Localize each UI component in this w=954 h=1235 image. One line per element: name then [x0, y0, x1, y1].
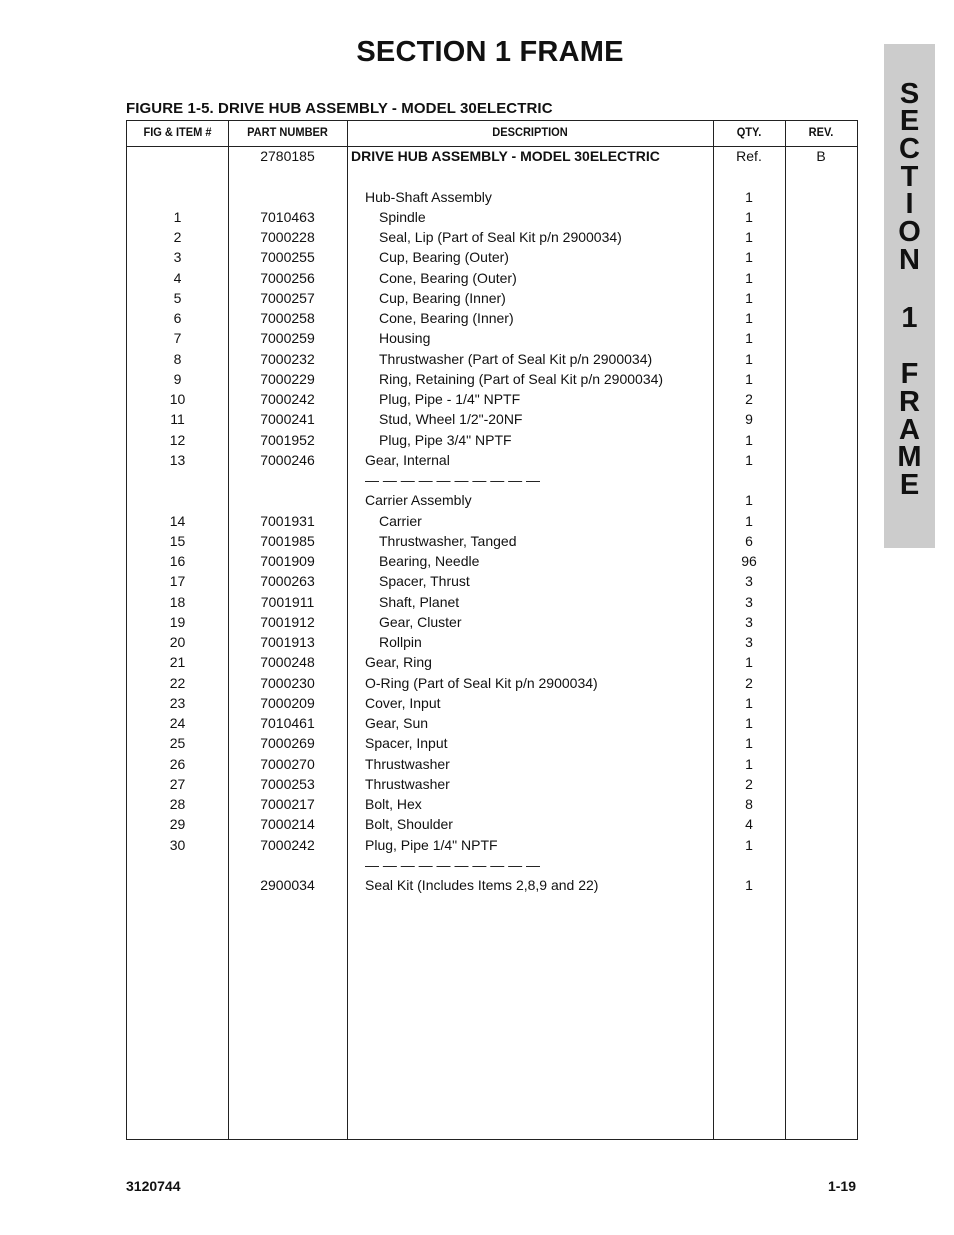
part-number-cell: 7001913 [260, 634, 315, 650]
header-part-number: PART NUMBER [247, 125, 328, 139]
description-cell: Bolt, Shoulder [365, 816, 453, 833]
page-number: 1-19 [827, 1178, 856, 1194]
part-number-cell: 7000242 [260, 391, 315, 407]
part-number-cell: 7001912 [260, 613, 315, 630]
qty-cell: 1 [745, 431, 753, 448]
fig-item-cell: 4 [173, 269, 182, 286]
table-row [127, 715, 857, 735]
qty-cell: 1 [745, 188, 753, 205]
description-cell: Seal, Lip (Part of Seal Kit p/n 2900034) [379, 229, 622, 245]
fig-item-cell: 23 [169, 694, 186, 711]
fig-item-cell: 3 [173, 249, 182, 266]
side-tab-letter: A [899, 414, 920, 446]
qty-cell: 96 [741, 553, 757, 569]
table-row [127, 189, 857, 209]
description-cell: Plug, Pipe 3/4" NPTF [379, 431, 512, 448]
fig-item-cell: 10 [169, 391, 186, 407]
description-cell: Cup, Bearing (Inner) [379, 289, 506, 306]
qty-cell: 1 [745, 269, 753, 286]
description-cell: Spacer, Input [365, 735, 448, 752]
qty-cell: 1 [745, 694, 753, 711]
description-cell: Housing [379, 330, 431, 347]
side-tab-letter: O [898, 216, 921, 248]
table-row [127, 594, 857, 614]
header-qty: QTY. [736, 125, 762, 139]
qty-cell: 1 [745, 370, 753, 387]
parts-table [126, 120, 858, 1140]
table-row [127, 310, 857, 330]
fig-item-cell: 5 [173, 289, 182, 306]
description-cell: Cover, Input [365, 694, 441, 711]
fig-item-cell: 16 [169, 553, 186, 569]
part-number-cell: 7000232 [260, 350, 315, 367]
part-number-cell: 7000214 [260, 816, 315, 833]
description-cell: Ring, Retaining (Part of Seal Kit p/n 2900034) [379, 370, 664, 387]
side-tab-letter: T [900, 161, 919, 193]
qty-cell: 1 [745, 229, 753, 245]
qty-cell: 9 [745, 411, 753, 428]
description-cell: Seal Kit (Includes Items 2,8,9 and 22) [365, 877, 599, 893]
description-cell: — — — — — — — — — — [365, 856, 541, 873]
figure-title: FIGURE 1-5. DRIVE HUB ASSEMBLY - MODEL 30ELECTRIC [126, 100, 553, 117]
table-row [127, 249, 857, 269]
table-row [127, 513, 857, 533]
side-tab-letter: E [899, 469, 920, 501]
qty-cell: 3 [745, 613, 753, 630]
qty-cell: Ref. [736, 148, 762, 164]
description-cell: DRIVE HUB ASSEMBLY - MODEL 30ELECTRIC [351, 148, 660, 164]
table-row [127, 391, 857, 411]
section-title: SECTION 1 FRAME [356, 36, 624, 68]
header-fig-item: FIG & ITEM # [143, 125, 212, 139]
part-number-cell: 7000230 [260, 674, 315, 691]
description-cell: Gear, Internal [365, 451, 450, 468]
part-number-cell: 7010463 [260, 208, 315, 225]
qty-cell: 3 [745, 593, 753, 610]
qty-cell: 6 [745, 532, 753, 549]
table-row [127, 573, 857, 593]
fig-item-cell: 7 [173, 330, 182, 347]
description-cell: Thrustwasher (Part of Seal Kit p/n 2900034) [379, 350, 653, 367]
fig-item-cell: 30 [169, 836, 186, 853]
description-cell: Bolt, Hex [365, 796, 422, 812]
qty-cell: 1 [745, 735, 753, 752]
table-row [127, 472, 857, 492]
table-row [127, 654, 857, 674]
fig-item-cell: 9 [173, 370, 182, 387]
table-row [127, 553, 857, 573]
qty-cell: 1 [745, 350, 753, 367]
fig-item-cell: 11 [170, 411, 185, 428]
description-cell: Thrustwasher [365, 775, 450, 792]
side-tab-letter: F [900, 358, 919, 390]
fig-item-cell: 27 [169, 775, 186, 792]
part-number-cell: 7001911 [260, 593, 315, 610]
table-row [127, 756, 857, 776]
part-number-cell: 7000209 [260, 694, 315, 711]
fig-item-cell: 1 [173, 208, 182, 225]
description-cell: Plug, Pipe 1/4" NPTF [365, 836, 498, 853]
fig-item-cell: 19 [169, 613, 186, 630]
rev-cell: B [816, 148, 826, 164]
qty-cell: 1 [745, 512, 753, 529]
fig-item-cell: 8 [173, 350, 182, 367]
table-row [127, 452, 857, 472]
document-number: 3120744 [126, 1178, 181, 1194]
table-row [127, 371, 857, 391]
table-row [127, 330, 857, 350]
table-row [127, 877, 857, 897]
fig-item-cell: 25 [169, 735, 186, 752]
side-tab-letter: 1 [901, 302, 918, 334]
description-cell: Cone, Bearing (Outer) [379, 269, 517, 286]
part-number-cell: 7000257 [260, 289, 315, 306]
side-tab-letter: I [905, 188, 914, 220]
qty-cell: 1 [745, 715, 753, 731]
fig-item-cell: 20 [169, 634, 186, 650]
table-row [127, 290, 857, 310]
table-row [127, 837, 857, 857]
side-tab-letter: N [899, 244, 920, 276]
part-number-cell: 7000217 [260, 796, 315, 812]
description-cell: Hub-Shaft Assembly [365, 188, 492, 205]
table-row [127, 148, 857, 168]
side-tab-letter: R [899, 386, 920, 418]
table-row [127, 533, 857, 553]
qty-cell: 2 [745, 775, 753, 792]
qty-cell: 1 [745, 208, 753, 225]
section-side-tab [884, 44, 935, 548]
table-row [127, 634, 857, 654]
part-number-cell: 7000241 [260, 411, 315, 428]
description-cell: Shaft, Planet [379, 593, 460, 610]
description-cell: Spacer, Thrust [379, 573, 470, 590]
description-cell: Rollpin [379, 634, 422, 650]
table-row [127, 735, 857, 755]
part-number-cell: 7000253 [260, 775, 315, 792]
part-number-cell: 7000248 [260, 654, 315, 671]
table-row [127, 168, 857, 188]
part-number-cell: 7001909 [260, 553, 315, 569]
description-cell: Gear, Cluster [379, 613, 462, 630]
qty-cell: 1 [745, 451, 753, 468]
fig-item-cell: 29 [169, 816, 186, 833]
qty-cell: 3 [745, 634, 753, 650]
qty-cell: 3 [745, 573, 753, 590]
part-number-cell: 7001931 [260, 512, 315, 529]
table-row [127, 695, 857, 715]
fig-item-cell: 22 [169, 674, 186, 691]
qty-cell: 1 [745, 289, 753, 306]
qty-cell: 1 [745, 755, 753, 772]
part-number-cell: 2900034 [260, 877, 315, 893]
part-number-cell: 7000270 [260, 755, 315, 772]
description-cell: Plug, Pipe - 1/4" NPTF [379, 391, 521, 407]
part-number-cell: 2780185 [260, 148, 315, 164]
part-number-cell: 7000256 [260, 269, 315, 286]
description-cell: Cup, Bearing (Outer) [379, 249, 509, 266]
fig-item-cell: 28 [169, 796, 186, 812]
header-rev: REV. [808, 125, 834, 139]
description-cell: Cone, Bearing (Inner) [379, 310, 514, 326]
table-row [127, 614, 857, 634]
fig-item-cell: 18 [169, 593, 186, 610]
side-tab-letter: S [899, 78, 920, 110]
part-number-cell: 7000242 [260, 836, 315, 853]
fig-item-cell: 13 [169, 451, 186, 468]
fig-item-cell: 6 [173, 310, 182, 326]
part-number-cell: 7010461 [260, 715, 315, 731]
description-cell: Bearing, Needle [379, 553, 480, 569]
fig-item-cell: 12 [169, 431, 186, 448]
description-cell: Stud, Wheel 1/2"-20NF [379, 411, 523, 428]
side-tab-letter: C [899, 133, 920, 165]
description-cell: Carrier [379, 512, 422, 529]
table-row [127, 209, 857, 229]
table-row [127, 270, 857, 290]
table-row [127, 492, 857, 512]
qty-cell: 1 [745, 877, 753, 893]
qty-cell: 8 [745, 796, 753, 812]
fig-item-cell: 15 [169, 532, 186, 549]
fig-item-cell: 2 [173, 229, 182, 245]
part-number-cell: 7000259 [260, 330, 315, 347]
side-tab-letter: M [897, 441, 922, 473]
table-row [127, 857, 857, 877]
table-row [127, 675, 857, 695]
table-row [127, 351, 857, 371]
description-cell: Gear, Sun [365, 715, 429, 731]
part-number-cell: 7001952 [260, 431, 315, 448]
header-description: DESCRIPTION [492, 125, 568, 139]
qty-cell: 1 [745, 492, 753, 509]
header-divider [127, 146, 857, 147]
table-row [127, 411, 857, 431]
description-cell: — — — — — — — — — — [365, 472, 541, 488]
qty-cell: 1 [745, 654, 753, 671]
qty-cell: 1 [745, 330, 753, 347]
table-row [127, 229, 857, 249]
description-cell: O-Ring (Part of Seal Kit p/n 2900034) [365, 674, 598, 691]
table-row [127, 432, 857, 452]
part-number-cell: 7001985 [260, 532, 315, 549]
fig-item-cell: 17 [169, 573, 186, 590]
description-cell: Carrier Assembly [365, 492, 472, 509]
description-cell: Thrustwasher [365, 755, 450, 772]
part-number-cell: 7000246 [260, 451, 315, 468]
part-number-cell: 7000228 [260, 229, 315, 245]
fig-item-cell: 26 [169, 755, 186, 772]
qty-cell: 2 [745, 391, 753, 407]
description-cell: Gear, Ring [365, 654, 432, 671]
fig-item-cell: 24 [169, 715, 186, 731]
table-row [127, 816, 857, 836]
side-tab-letter: E [899, 105, 920, 137]
qty-cell: 1 [745, 310, 753, 326]
qty-cell: 2 [745, 674, 753, 691]
qty-cell: 4 [745, 816, 753, 833]
description-cell: Spindle [379, 208, 426, 225]
fig-item-cell: 14 [169, 512, 186, 529]
qty-cell: 1 [745, 836, 753, 853]
fig-item-cell: 21 [169, 654, 186, 671]
part-number-cell: 7000263 [260, 573, 315, 590]
part-number-cell: 7000258 [260, 310, 315, 326]
part-number-cell: 7000229 [260, 370, 315, 387]
table-row [127, 796, 857, 816]
qty-cell: 1 [745, 249, 753, 266]
description-cell: Thrustwasher, Tanged [379, 532, 517, 549]
part-number-cell: 7000269 [260, 735, 315, 752]
table-row [127, 776, 857, 796]
part-number-cell: 7000255 [260, 249, 315, 266]
